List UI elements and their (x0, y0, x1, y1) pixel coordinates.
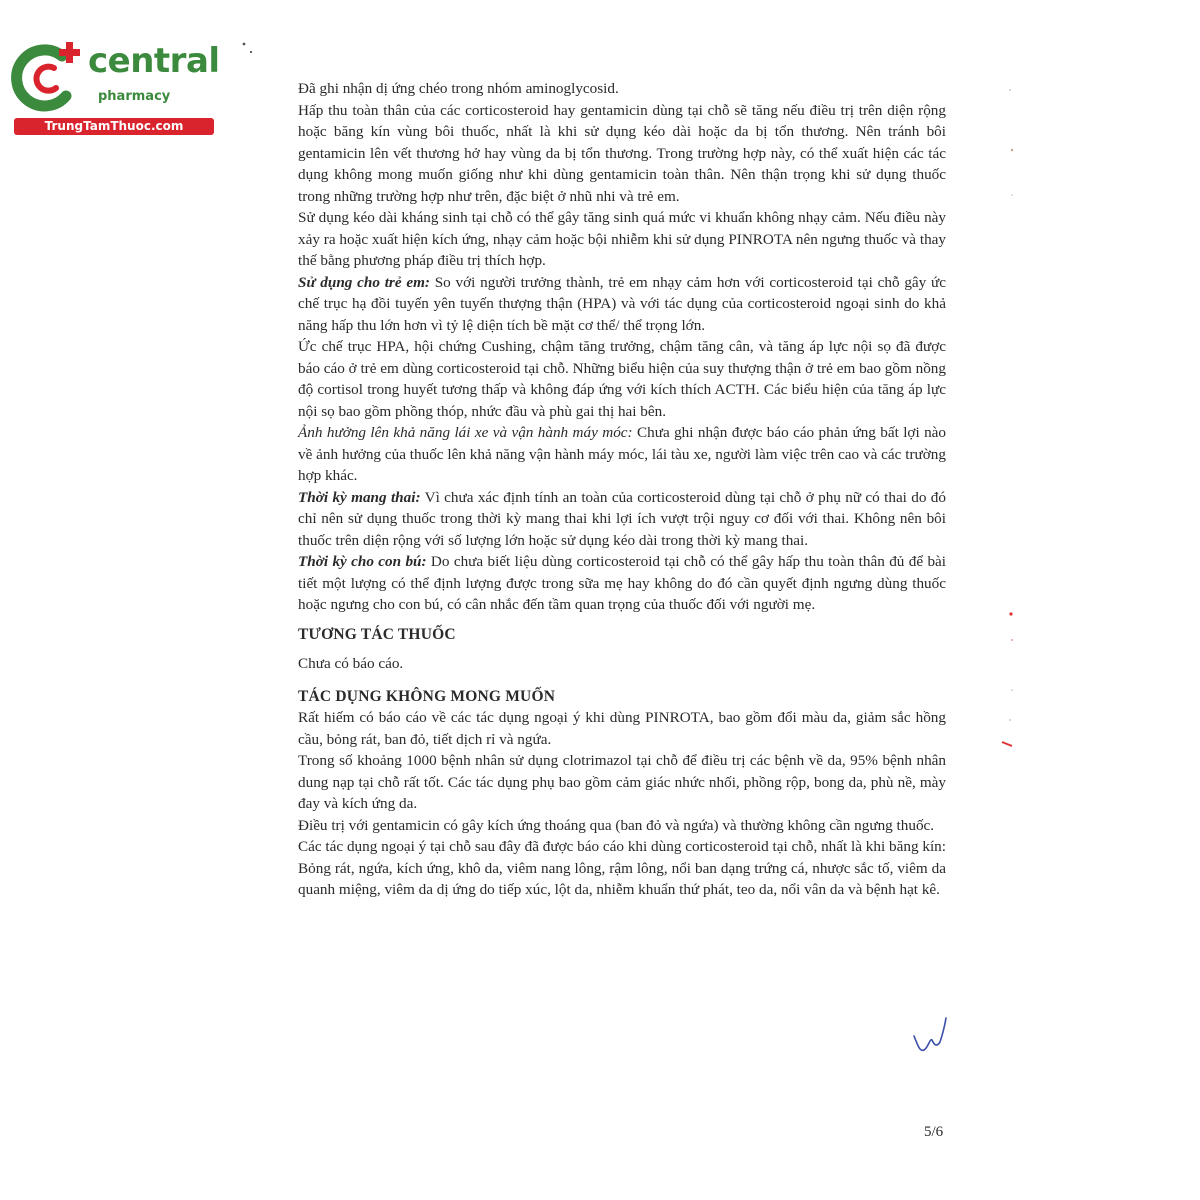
paragraph: Các tác dụng ngoại ý tại chỗ sau đây đã được báo cáo khi dùng corticosteroid tại chỗ, nhất là khi băng kín: Bỏng rát, ngứa, kích ứng, khô da, viêm nang lông, rậm lông, nổi ban dạng trứng cá, nhược sắc tố, viêm da quanh miệng, viêm da dị ứng do tiếp xúc, lột da, nhiễm khuẩn thứ phát, teo da, nổi vân da và bệnh hạt kê. (298, 838, 946, 898)
paragraph: Điều trị với gentamicin có gây kích ứng thoáng qua (ban đỏ và ngứa) và thường không cần ngưng thuốc. (298, 816, 935, 834)
paragraph: Sử dụng kéo dài kháng sinh tại chỗ có thể gây tăng sinh quá mức vi khuẩn không nhạy cảm. Nếu điều này xảy ra hoặc xuất hiện kích ứng, nhạy cảm hoặc bội nhiễm khi sử dụng PINROTA nên ngưng thuốc và thay thế bằng phương pháp điều trị thích hợp. (298, 209, 946, 269)
document-body (298, 78, 946, 901)
driving-lead: Ảnh hưởng lên khả năng lái xe và vận hành máy móc: (298, 424, 633, 441)
paragraph: Ức chế trục HPA, hội chứng Cushing, chậm tăng trưởng, chậm tăng cân, và tăng áp lực nội sọ đã được báo cáo ở trẻ em dùng corticosteroid tại chỗ. Những biểu hiện của suy thượng thận ở trẻ em bao gồm nồng độ cortisol trong huyết tương thấp và không đáp ứng với kích thích ACTH. Các biểu hiện của tăng áp lực nội sọ bao gồm phồng thóp, nhức đầu và phù gai thị hai bên. (298, 338, 946, 420)
logo-name: central (88, 41, 220, 81)
paragraph: Rất hiếm có báo cáo về các tác dụng ngoại ý khi dùng PINROTA, bao gồm đổi màu da, giảm sắc hồng cầu, bỏng rát, ban đỏ, tiết dịch rỉ và ngứa. (298, 709, 946, 748)
paragraph-children (298, 272, 946, 337)
logo-website: TrungTamThuoc.com (14, 118, 214, 135)
page-number: 5/6 (924, 1124, 944, 1140)
pharmacy-cross-logo-icon (10, 40, 90, 116)
logo-subtitle: pharmacy (98, 89, 171, 104)
driving-text: Chưa ghi nhận được báo cáo phản ứng bất lợi nào về ảnh hưởng của thuốc lên khả năng vận hành máy móc, lái tàu xe, người làm việc trên cao và các trường hợp khác. (298, 424, 946, 484)
paragraph-driving (298, 422, 946, 487)
pregnancy-lead: Thời kỳ mang thai: (298, 488, 421, 506)
paragraph-breastfeeding (298, 551, 946, 616)
interactions-text: Chưa có báo cáo. (298, 655, 404, 672)
breastfeeding-lead: Thời kỳ cho con bú: (298, 553, 427, 570)
paragraph: Trong số khoảng 1000 bệnh nhân sử dụng clotrimazol tại chỗ để điều trị các bệnh về da, 95% bệnh nhân dung nạp tại chỗ rất tốt. Các tác dụng phụ bao gồm cảm giác nhức nhối, phồng rộp, bong da, phù nề, mày đay và kích ứng da. (298, 752, 946, 812)
central-pharmacy-logo (10, 40, 220, 136)
children-text: So với người trưởng thành, trẻ em nhạy cảm hơn với corticosteroid tại chỗ gây ức chế trục hạ đồi tuyến yên tuyến thượng thận (HPA) và với tác dụng của corticosteroid ngoại sinh do khả năng hấp thu lớn hơn vì tỷ lệ diện tích bề mặt cơ thể/ thể trọng lớn. (298, 273, 946, 334)
interactions-heading: TƯƠNG TÁC THUỐC (298, 625, 456, 643)
breastfeeding-text: Do chưa biết liệu dùng corticosteroid tại chỗ có thể gây hấp thu toàn thân đủ để bài tiết một lượng có thể định lượng được trong sữa mẹ hay không do đó cần quyết định ngưng dùng thuốc hoặc ngưng cho con bú, có cân nhắc đến tầm quan trọng của thuốc đối với người mẹ. (298, 553, 946, 613)
children-lead: Sử dụng cho trẻ em: (298, 273, 430, 291)
pregnancy-text: Vì chưa xác định tính an toàn của corticosteroid dùng tại chỗ ở phụ nữ có thai do đó chỉ nên sử dụng thuốc trong thời kỳ mang thai khi lợi ích vượt trội nguy cơ đối với thai. Không nên bôi thuốc trên diện rộng với số lượng lớn hoặc sử dụng kéo dài trong thời kỳ mang thai. (298, 488, 946, 549)
adverse-effects-heading: TÁC DỤNG KHÔNG MONG MUỐN (298, 687, 556, 705)
paragraph: Đã ghi nhận dị ứng chéo trong nhóm aminoglycosid. (298, 80, 619, 97)
paragraph-pregnancy (298, 487, 946, 552)
paragraph: Hấp thu toàn thân của các corticosteroid hay gentamicin dùng tại chỗ sẽ tăng nếu điều trị trên diện rộng hoặc băng kín vùng bôi thuốc, nhất là khi sử dụng kéo dài hoặc da bị tổn thương. Nên tránh bôi gentamicin lên vết thương hở hay vùng da bị tổn thương. Trong trường hợp này, có thể xuất hiện các tác dụng không mong muốn giống như khi dùng gentamicin toàn thân. Nên thận trọng khi sử dụng thuốc trong những trường hợp như trên, đặc biệt ở nhũ nhi và trẻ em. (298, 101, 946, 205)
signature-scribble (908, 1010, 948, 1056)
